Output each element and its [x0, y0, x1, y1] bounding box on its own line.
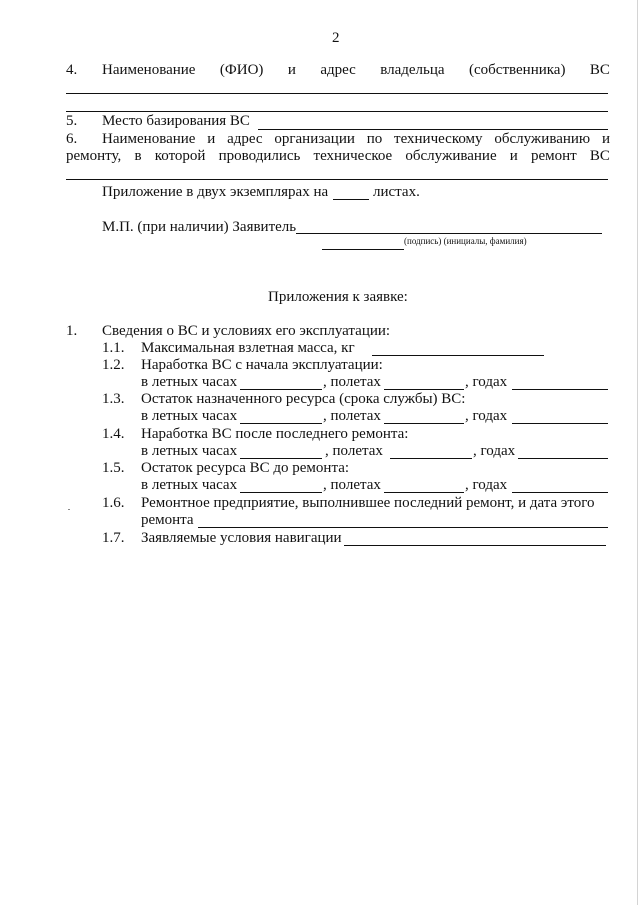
repair-enterprise-blank[interactable]: [198, 527, 608, 528]
annex-title: Приложения к заявке:: [268, 289, 408, 305]
item-1-4-hours-label: в летных часах: [141, 443, 238, 459]
item-1-4-years-blank[interactable]: [518, 458, 608, 459]
item-1-1-number: 1.1.: [102, 340, 125, 356]
item-1-5-years-label: , годах: [465, 477, 508, 493]
item-1-2-hours-blank[interactable]: [240, 389, 322, 390]
item-1-5-hours-blank[interactable]: [240, 492, 322, 493]
item-1-3-hours-label: в летных часах: [141, 408, 238, 424]
item-1-3-years-blank[interactable]: [512, 423, 608, 424]
item6-word: организации: [274, 131, 355, 147]
item-1-3-flights-blank[interactable]: [384, 423, 464, 424]
item6-word: в: [134, 148, 142, 164]
item-1-5-flights-label: , полетах: [323, 477, 381, 493]
item6-word: проводились: [218, 148, 301, 164]
item6-word: техническому: [394, 131, 483, 147]
item-1-4-flights-label: , полетах: [325, 443, 383, 459]
item5-number: 5.: [66, 113, 78, 129]
item4-address-blank[interactable]: [66, 111, 608, 112]
item-1-5-number: 1.5.: [102, 460, 125, 476]
item6-word: Наименование: [102, 131, 196, 147]
item-1-6-label: Ремонтное предприятие, выполнившее последний ремонт, и дата этого: [141, 495, 595, 511]
item6-word: ВС: [589, 148, 610, 164]
item4-owner-blank[interactable]: [66, 93, 608, 94]
item-1-4-hours-blank[interactable]: [240, 458, 322, 459]
item-1-1-label: Максимальная взлетная масса, кг: [141, 340, 355, 356]
item-1-3-years-label: , годах: [465, 408, 508, 424]
item6-word: и: [207, 131, 216, 147]
item-1-5-label: Остаток ресурса ВС до ремонта:: [141, 460, 350, 476]
item6-text-line2: [66, 148, 610, 165]
item-1-7-number: 1.7.: [102, 530, 125, 546]
item6-word: обслуживанию: [494, 131, 591, 147]
item4-word: Наименование: [102, 62, 196, 78]
item-1-2-flights-blank[interactable]: [384, 389, 464, 390]
signature-label: М.П. (при наличии) Заявитель: [102, 219, 297, 235]
item-1-5-flights-blank[interactable]: [384, 492, 464, 493]
item-1-4-number: 1.4.: [102, 426, 125, 442]
item6-organization-blank[interactable]: [66, 179, 608, 180]
item-1-4-years-label: , годах: [473, 443, 516, 459]
item-1-3-label: Остаток назначенного ресурса (срока службы) ВС:: [141, 391, 466, 407]
signature-blank[interactable]: [296, 233, 602, 234]
item6-word: техническое: [313, 148, 393, 164]
item-1-4-flights-blank[interactable]: [390, 458, 472, 459]
item-1-3-number: 1.3.: [102, 391, 125, 407]
item-1-7-label: Заявляемые условия навигации: [141, 530, 342, 546]
item4-word: (ФИО): [219, 62, 264, 78]
section1-number: 1.: [66, 323, 78, 339]
signature-caption: (подпись) (инициалы, фамилия): [404, 236, 527, 246]
section1-title: Сведения о ВС и условиях его эксплуатации:: [102, 323, 391, 339]
item6-number: 6.: [66, 131, 78, 147]
item6-text-line1: [102, 131, 610, 148]
item-1-5-hours-label: в летных часах: [141, 477, 238, 493]
item4-number: 4.: [66, 62, 78, 78]
item4-word: адрес: [320, 62, 356, 78]
item6-word: и: [601, 131, 610, 147]
item6-word: адрес: [227, 131, 263, 147]
item4-text-line: [102, 62, 610, 79]
item-1-2-years-blank[interactable]: [512, 389, 608, 390]
scan-speck: [68, 509, 70, 510]
item-1-5-years-blank[interactable]: [512, 492, 608, 493]
item5-label: Место базирования ВС: [102, 113, 250, 129]
signature-date-blank[interactable]: [322, 249, 404, 250]
item6-word: ремонту,: [66, 148, 122, 164]
max-takeoff-mass-blank[interactable]: [372, 355, 544, 356]
attachment-sheets-blank[interactable]: [333, 199, 369, 200]
item-1-3-flights-label: , полетах: [323, 408, 381, 424]
item6-word: ремонт: [531, 148, 577, 164]
item4-word: (собственника): [469, 62, 566, 78]
scan-edge-line: [637, 0, 638, 905]
item-1-2-number: 1.2.: [102, 357, 125, 373]
item4-word: и: [287, 62, 296, 78]
item-1-2-label: Наработка ВС с начала эксплуатации:: [141, 357, 383, 373]
item-1-6-label-cont: ремонта: [141, 512, 194, 528]
page-number: 2: [332, 30, 340, 46]
navigation-conditions-blank[interactable]: [344, 545, 606, 546]
item6-word: которой: [154, 148, 206, 164]
item6-word: по: [366, 131, 383, 147]
item-1-2-flights-label: , полетах: [323, 374, 381, 390]
item6-word: и: [509, 148, 518, 164]
attachment-suffix: листах.: [373, 184, 420, 200]
item-1-3-hours-blank[interactable]: [240, 423, 322, 424]
attachment-prefix: Приложение в двух экземплярах на: [102, 184, 329, 200]
item4-word: владельца: [380, 62, 445, 78]
item-1-2-hours-label: в летных часах: [141, 374, 238, 390]
item-1-4-label: Наработка ВС после последнего ремонта:: [141, 426, 409, 442]
item-1-6-number: 1.6.: [102, 495, 125, 511]
item5-base-blank[interactable]: [258, 129, 608, 130]
item6-word: обслуживание: [405, 148, 497, 164]
item4-word: ВС: [589, 62, 610, 78]
item-1-2-years-label: , годах: [465, 374, 508, 390]
